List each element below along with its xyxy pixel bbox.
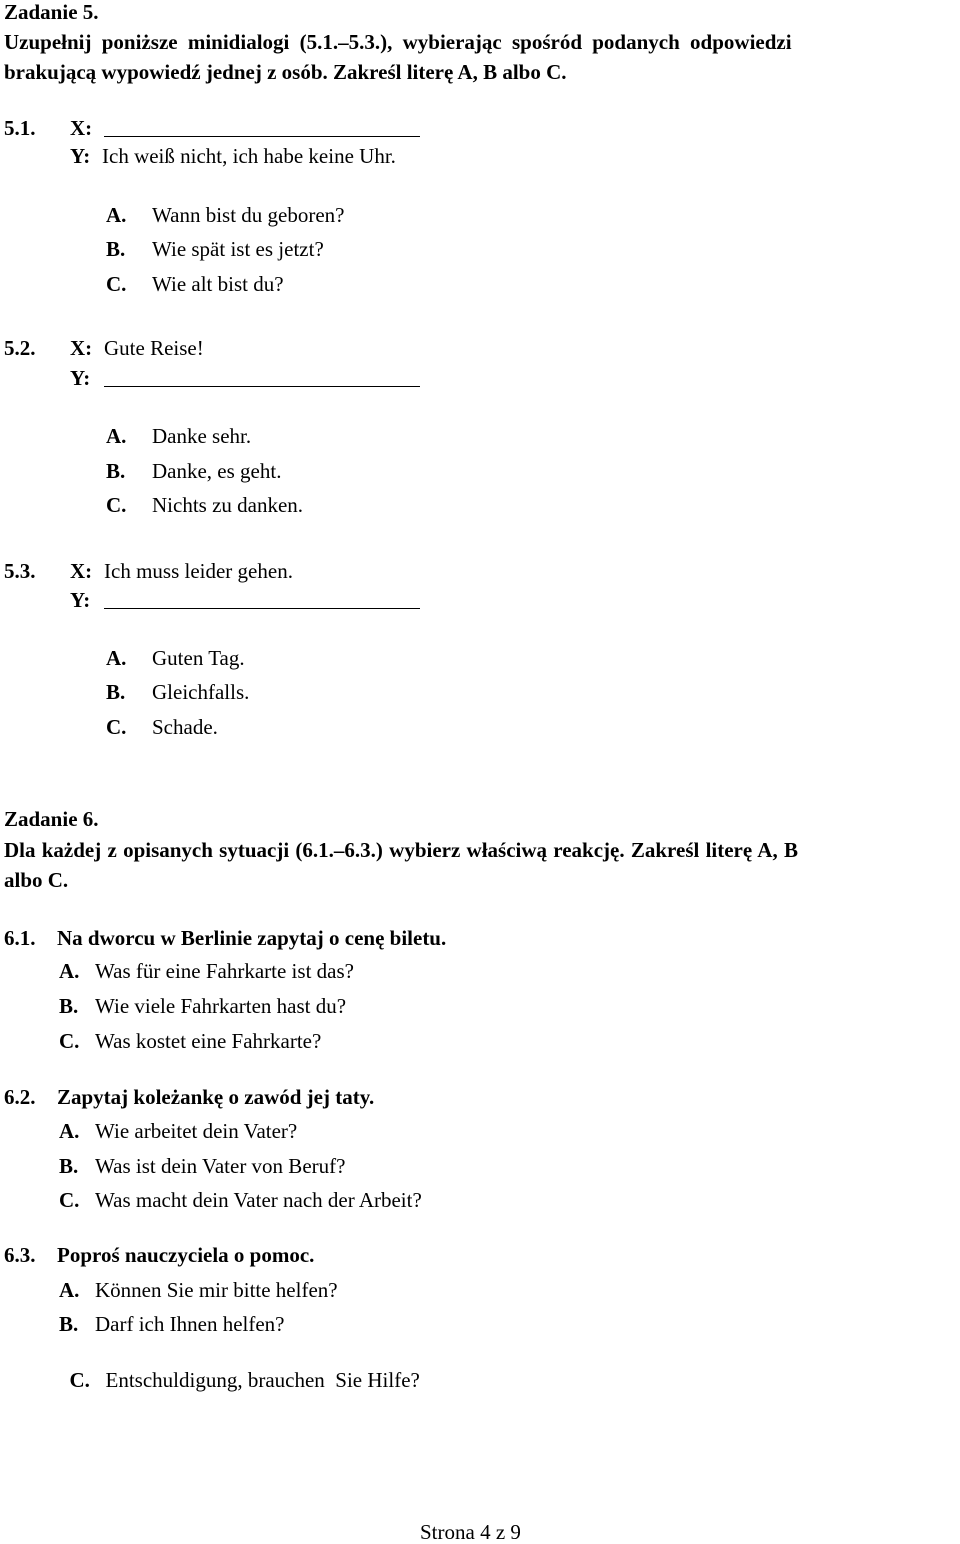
option-letter: B. <box>106 237 126 261</box>
item-5-1-y-text: Ich weiß nicht, ich habe keine Uhr. <box>102 144 396 168</box>
option-6-2-c[interactable] <box>59 1190 422 1211</box>
option-text: Was für eine Fahrkarte ist das? <box>95 959 354 983</box>
option-text: Gleichfalls. <box>152 680 250 704</box>
option-5-2-b[interactable] <box>106 461 281 482</box>
option-5-2-c[interactable] <box>106 495 303 516</box>
option-text: Guten Tag. <box>152 646 245 670</box>
option-letter: C. <box>106 493 127 517</box>
option-letter: B. <box>59 1312 79 1336</box>
item-5-3-y-label: Y: <box>70 588 91 612</box>
item-6-3-number: 6.3. <box>4 1243 36 1267</box>
option-text: Darf ich Ihnen helfen? <box>95 1312 285 1336</box>
option-5-1-b[interactable] <box>106 239 324 260</box>
item-6-2-situation: Zapytaj koleżankę o zawód jej taty. <box>57 1085 375 1109</box>
item-6-3-situation: Poproś nauczyciela o pomoc. <box>57 1243 315 1267</box>
option-text: Wie viele Fahrkarten hast du? <box>95 994 347 1018</box>
option-letter: C. <box>59 1029 80 1053</box>
item-6-1-number: 6.1. <box>4 926 36 950</box>
option-6-2-b[interactable] <box>59 1156 345 1177</box>
option-letter: A. <box>106 203 127 227</box>
item-5-2-y-answer-blank[interactable] <box>104 386 420 387</box>
item-5-2-y-label: Y: <box>70 366 91 390</box>
option-5-1-c[interactable] <box>106 274 284 295</box>
option-6-1-a[interactable] <box>59 961 354 982</box>
option-letter: B. <box>59 1154 79 1178</box>
option-letter: A. <box>106 424 127 448</box>
task6-instruction-line1: Dla każdej z opisanych sytuacji (6.1.–6.3.) wybierz właściwą reakcję. Zakreśl literę A, B <box>4 838 798 862</box>
option-letter: A. <box>59 1278 80 1302</box>
option-5-3-a[interactable] <box>106 648 245 669</box>
option-6-3-b[interactable] <box>59 1314 284 1335</box>
item-5-1-x-answer-blank[interactable] <box>104 136 420 137</box>
item-5-2-number: 5.2. <box>4 336 36 360</box>
item-5-1-x-label: X: <box>70 116 93 140</box>
option-letter: B. <box>59 994 79 1018</box>
option-letter: A. <box>106 646 127 670</box>
option-6-2-a[interactable] <box>59 1121 297 1142</box>
task6-instruction-line2: albo C. <box>4 868 69 892</box>
item-5-3-y-answer-blank[interactable] <box>104 608 420 609</box>
option-6-3-c[interactable] <box>59 1349 420 1391</box>
option-5-2-a[interactable] <box>106 426 251 447</box>
option-letter: C. <box>69 1368 90 1392</box>
option-text: Schade. <box>152 715 218 739</box>
option-text: Danke, es geht. <box>152 459 282 483</box>
task5-title: Zadanie 5. <box>4 0 99 24</box>
option-text: Wie alt bist du? <box>152 272 284 296</box>
option-letter: B. <box>106 459 126 483</box>
option-letter: A. <box>59 959 80 983</box>
item-5-3-x-label: X: <box>70 559 93 583</box>
option-text: Was ist dein Vater von Beruf? <box>95 1154 346 1178</box>
item-5-1-number: 5.1. <box>4 116 36 140</box>
option-5-3-c[interactable] <box>106 717 218 738</box>
item-5-1-y-label: Y: <box>70 144 91 168</box>
option-5-1-a[interactable] <box>106 205 345 226</box>
option-text: Danke sehr. <box>152 424 252 448</box>
option-letter: A. <box>59 1119 80 1143</box>
option-text: Nichts zu danken. <box>152 493 304 517</box>
page-number: Strona 4 z 9 <box>420 1520 521 1544</box>
option-letter: B. <box>106 680 126 704</box>
option-text: Können Sie mir bitte helfen? <box>95 1278 338 1302</box>
item-5-2-x-label: X: <box>70 336 93 360</box>
task5-instruction-line2: brakującą wypowiedź jednej z osób. Zakreśl literę A, B albo C. <box>4 60 567 84</box>
option-letter: C. <box>106 272 127 296</box>
item-6-1-situation: Na dworcu w Berlinie zapytaj o cenę biletu. <box>57 926 447 950</box>
option-6-1-c[interactable] <box>59 1031 321 1052</box>
option-5-3-b[interactable] <box>106 682 249 703</box>
item-5-2-x-text: Gute Reise! <box>104 336 204 360</box>
item-6-2-number: 6.2. <box>4 1085 36 1109</box>
task6-title: Zadanie 6. <box>4 807 99 831</box>
item-5-3-number: 5.3. <box>4 559 36 583</box>
option-letter: C. <box>106 715 127 739</box>
item-5-3-x-text: Ich muss leider gehen. <box>104 559 293 583</box>
option-6-1-b[interactable] <box>59 996 346 1017</box>
option-text: Was kostet eine Fahrkarte? <box>95 1029 322 1053</box>
option-text: Entschuldigung, brauchen Sie Hilfe? <box>105 1368 420 1392</box>
option-text: Wann bist du geboren? <box>152 203 345 227</box>
option-6-3-a[interactable] <box>59 1280 338 1301</box>
option-text: Was macht dein Vater nach der Arbeit? <box>95 1188 422 1212</box>
task5-instruction-line1: Uzupełnij poniższe minidialogi (5.1.–5.3.), wybierając spośród podanych odpowiedzi <box>4 30 792 54</box>
option-letter: C. <box>59 1188 80 1212</box>
option-text: Wie arbeitet dein Vater? <box>95 1119 298 1143</box>
option-text: Wie spät ist es jetzt? <box>152 237 324 261</box>
